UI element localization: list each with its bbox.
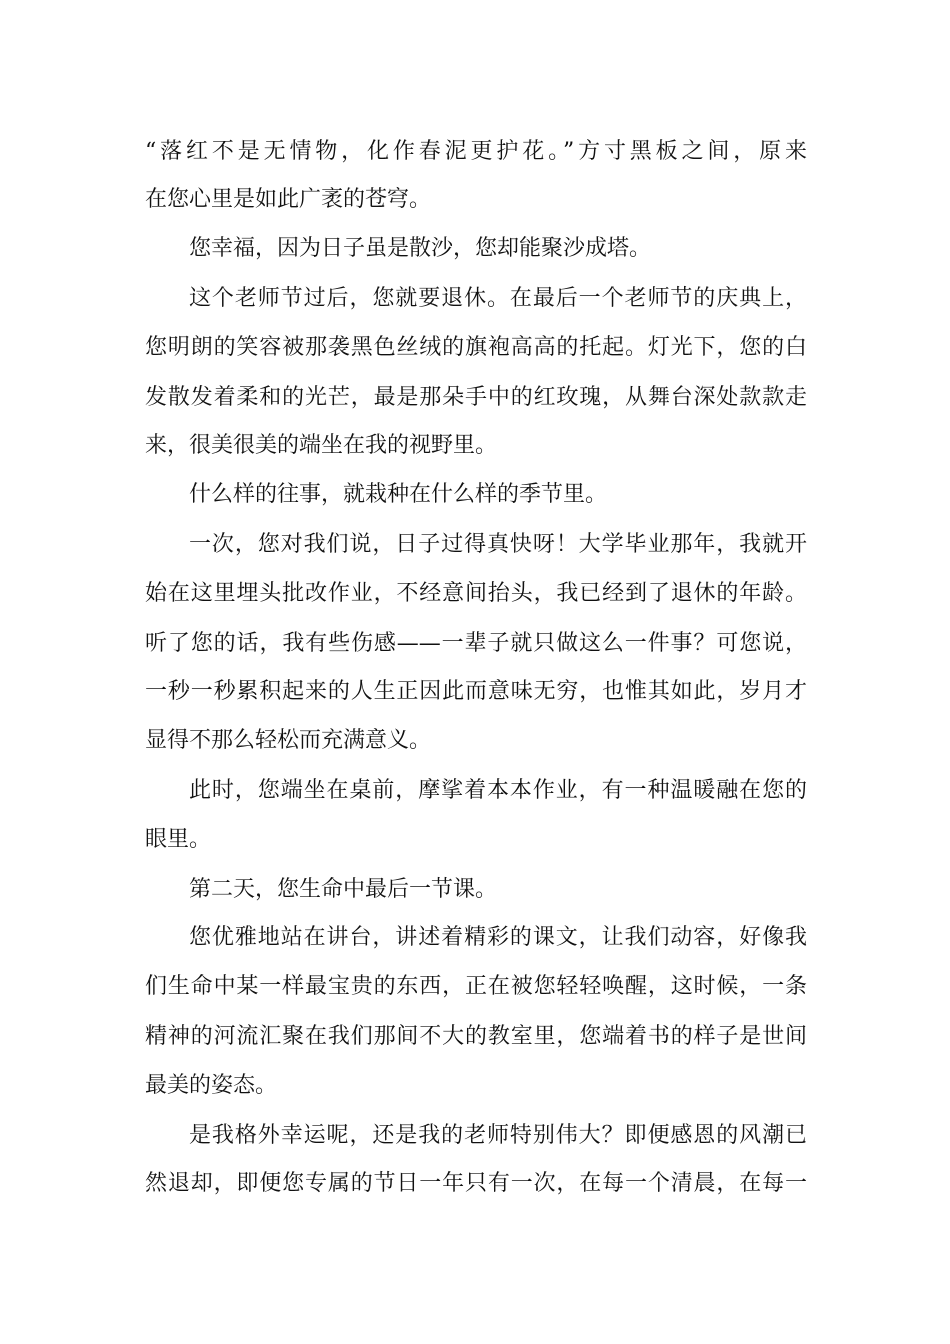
paragraph-1-line-2: 在您心里是如此广袤的苍穹。 (145, 187, 432, 212)
paragraph-6-line-1: 此时，您端坐在桌前，摩挲着本本作业，有一种温暖融在您的 (189, 778, 807, 803)
paragraph-5-line-1: 一次，您对我们说，日子过得真快呀！大学毕业那年，我就开 (189, 532, 807, 557)
paragraph-3-line-3: 发散发着柔和的光芒，最是那朵手中的红玫瑰，从舞台深处款款走 (145, 385, 807, 410)
paragraph-9-line-1: 是我格外幸运呢，还是我的老师特别伟大？即便感恩的风潮已 (189, 1123, 807, 1148)
paragraph-7-line-1: 第二天，您生命中最后一节课。 (189, 877, 498, 902)
paragraph-8-line-3: 精神的河流汇聚在我们那间不大的教室里，您端着书的样子是世间 (145, 1024, 807, 1049)
paragraph-6-line-2: 眼里。 (145, 827, 212, 852)
paragraph-8-line-4: 最美的姿态。 (145, 1073, 278, 1098)
paragraph-8-line-2: 们生命中某一样最宝贵的东西，正在被您轻轻唤醒，这时候，一条 (145, 974, 807, 999)
paragraph-5-line-2: 始在这里埋头批改作业，不经意间抬头，我已经到了退休的年龄。 (145, 581, 807, 606)
paragraph-3-line-2: 您明朗的笑容被那袭黑色丝绒的旗袍高高的托起。灯光下，您的白 (145, 335, 807, 360)
paragraph-9-line-2: 然退却，即便您专属的节日一年只有一次，在每一个清晨，在每一 (145, 1171, 807, 1196)
paragraph-5-line-4: 一秒一秒累积起来的人生正因此而意味无穷，也惟其如此，岁月才 (145, 679, 807, 704)
paragraph-1-line-1: “落红不是无情物，化作春泥更护花。”方寸黑板之间，原来 (145, 139, 807, 164)
paragraph-3-line-1: 这个老师节过后，您就要退休。在最后一个老师节的庆典上， (189, 286, 807, 311)
paragraph-4-line-1: 什么样的往事，就栽种在什么样的季节里。 (189, 482, 608, 507)
paragraph-8-line-1: 您优雅地站在讲台，讲述着精彩的课文，让我们动容，好像我 (189, 925, 807, 950)
paragraph-5-line-3: 听了您的话，我有些伤感——一辈子就只做这么一件事？可您说， (145, 631, 807, 656)
paragraph-2-line-1: 您幸福，因为日子虽是散沙，您却能聚沙成塔。 (189, 236, 652, 261)
paragraph-5-line-5: 显得不那么轻松而充满意义。 (145, 728, 432, 753)
paragraph-3-line-4: 来，很美很美的端坐在我的视野里。 (145, 433, 498, 458)
